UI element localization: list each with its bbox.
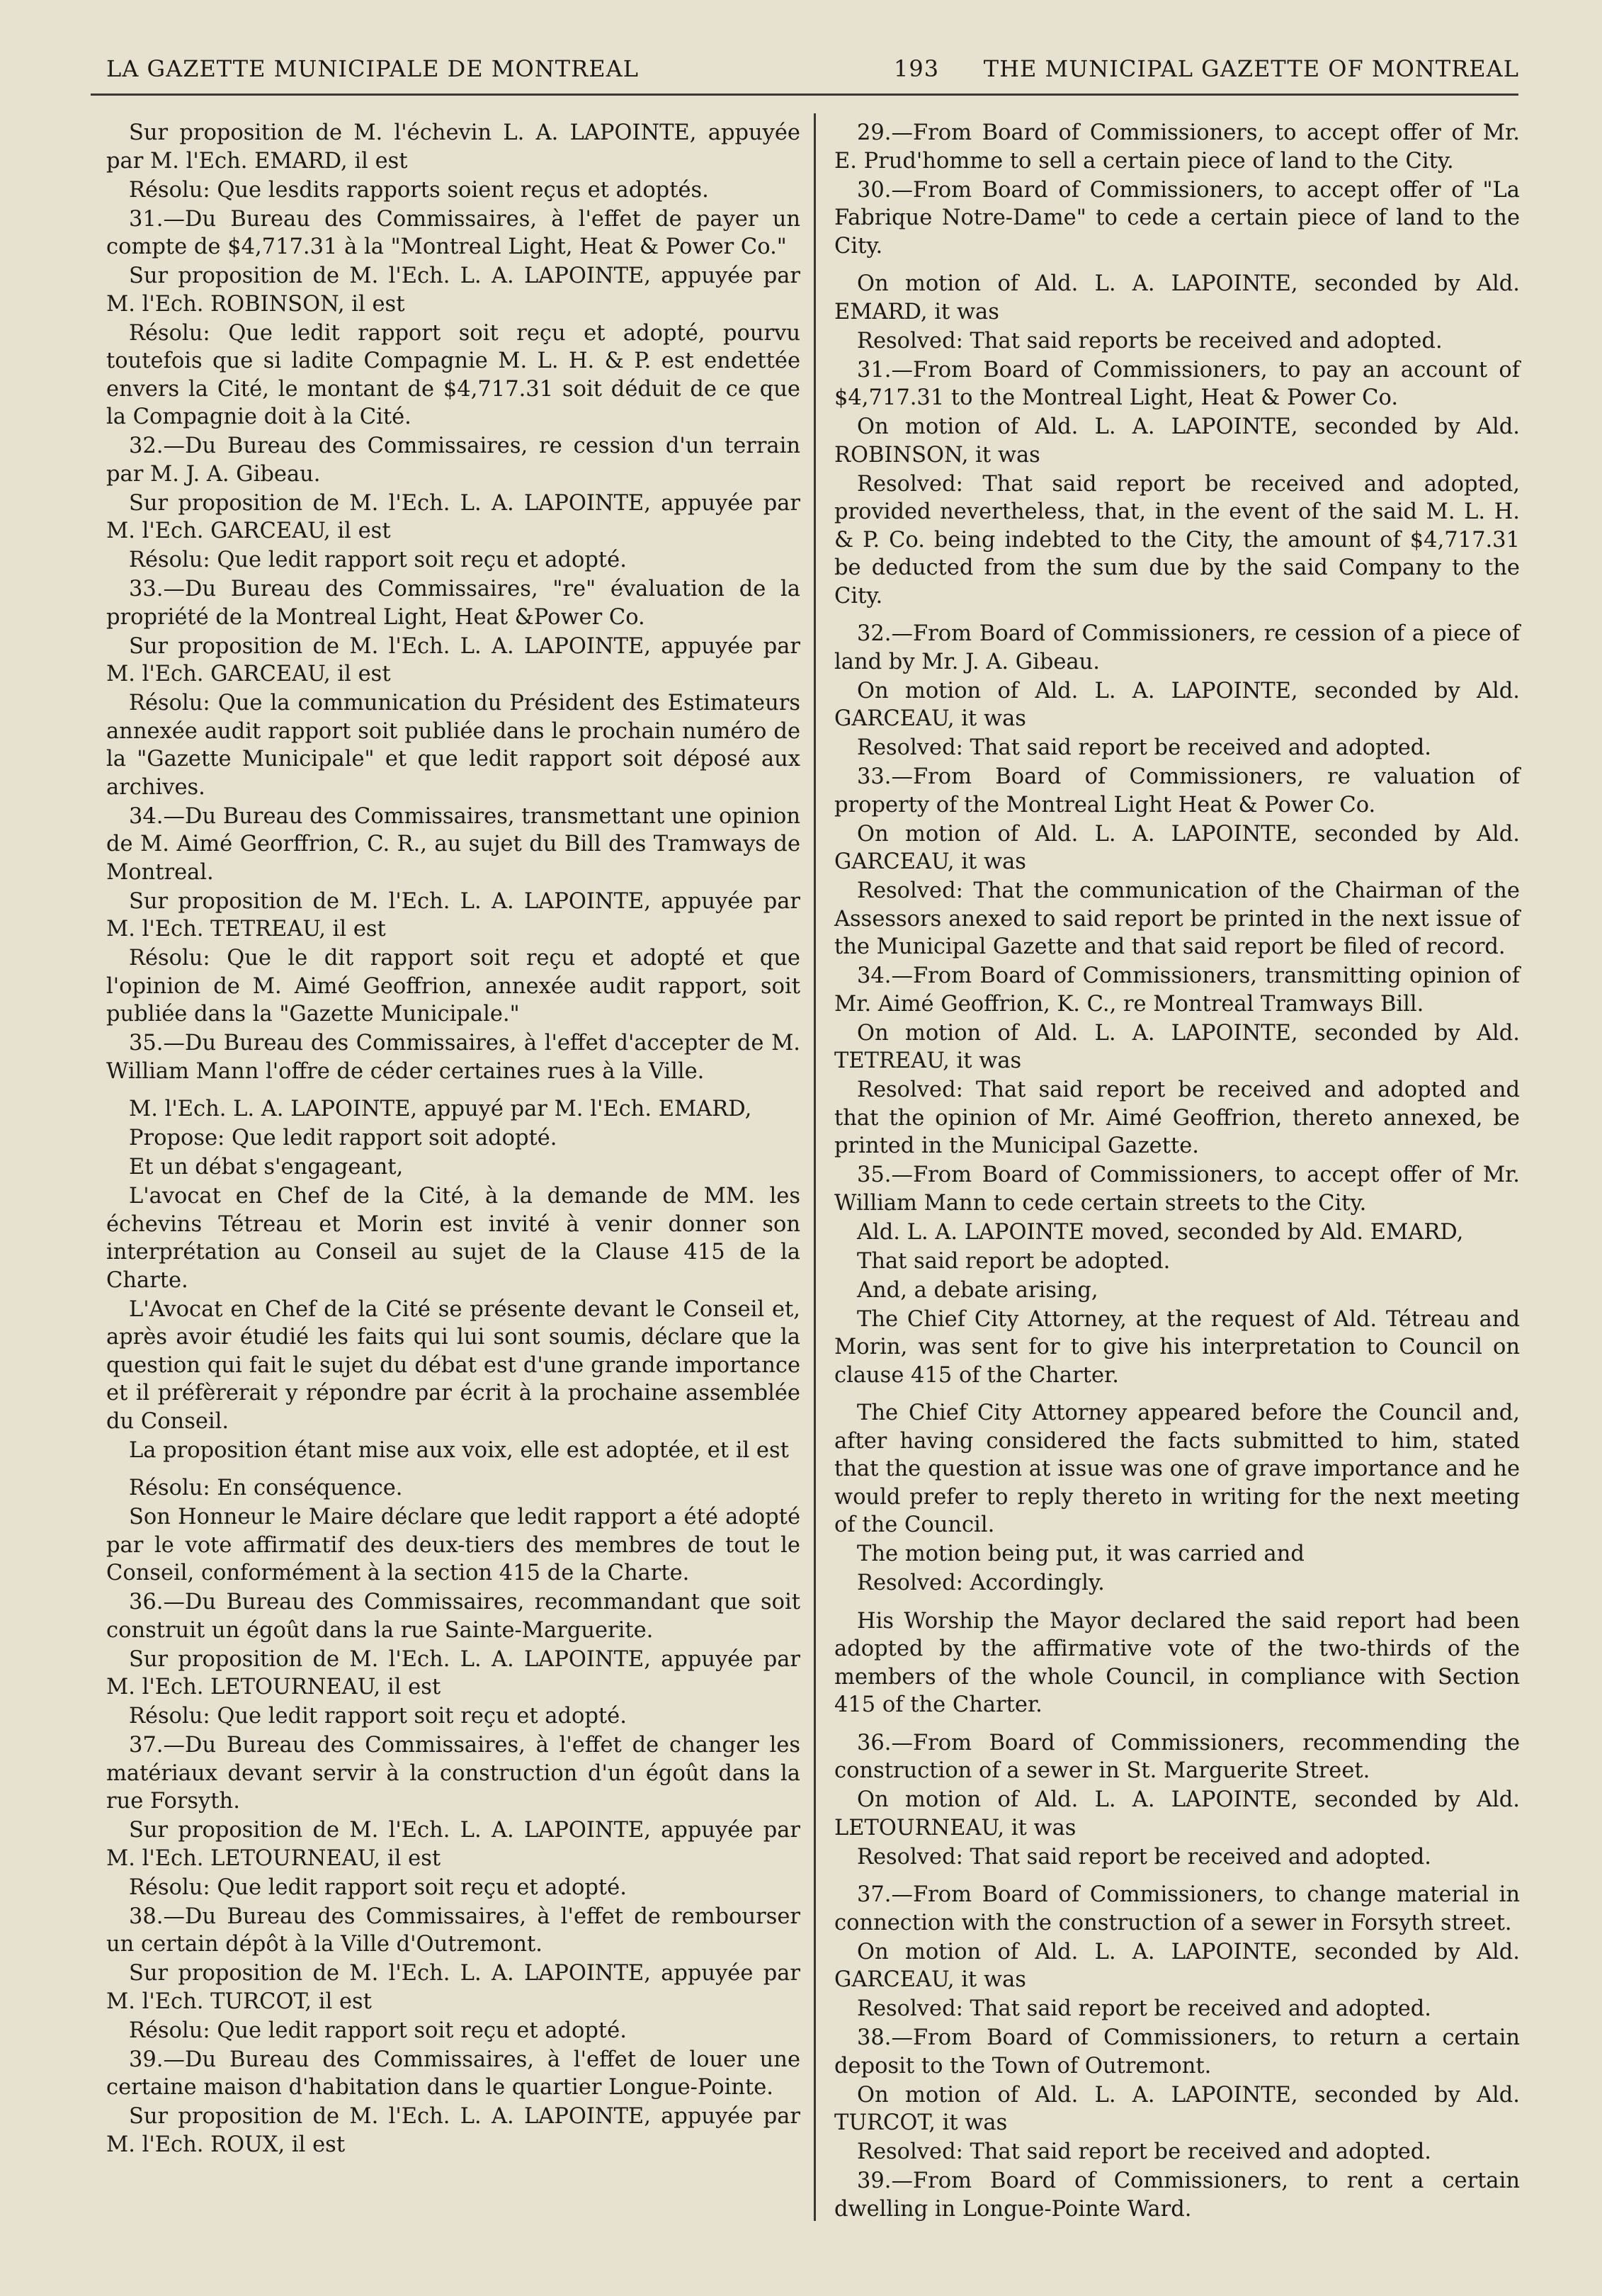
paragraph: Son Honneur le Maire déclare que ledit rapport a été adopté par le vote affirmatif des deux-tiers des membres de tout le Conseil, conformément à la section 415 de la Charte. (106, 1505, 800, 1585)
paragraph: 33.—From Board of Commissioners, re valuation of property of the Montreal Light Heat & Power Co. (834, 764, 1520, 818)
paragraph: Sur proposition de M. l'Ech. L. A. LAPOINTE, appuyée par M. l'Ech. GARCEAU, il est (106, 490, 800, 543)
paragraph: Résolu: Que ledit rapport soit reçu et adopté. (129, 1704, 627, 1729)
paragraph: Resolved: That said report be received and adopted. (857, 1844, 1431, 1870)
paragraph: Resolved: That the communication of the Chairman of the Assessors anexed to said report be printed in the next issue of the Municipal Gazette and that said report be filed of record. (834, 878, 1520, 959)
paragraph: Résolu: Que ledit rapport soit reçu et adopté. (129, 1874, 627, 1900)
paragraph: On motion of Ald. L. A. LAPOINTE, seconded by Ald. GARCEAU, it was (834, 678, 1520, 731)
paragraph: Et un débat s'engageant, (129, 1155, 404, 1180)
paragraph: 35.—Du Bureau des Commissaires, à l'effet d'accepter de M. William Mann l'offre de céder certaines rues à la Ville. (106, 1031, 800, 1084)
paragraph: Resolved: That said report be received and adopted. (857, 2139, 1431, 2164)
paragraph: Resolved: That said reports be received and adopted. (857, 328, 1443, 354)
header-french-title: LA GAZETTE MUNICIPALE DE MONTREAL (106, 55, 639, 82)
paragraph: Sur proposition de M. l'Ech. L. A. LAPOINTE, appuyée par M. l'Ech. TETREAU, il est (106, 888, 800, 941)
paragraph: Propose: Que ledit rapport soit adopté. (129, 1126, 557, 1150)
paragraph: 30.—From Board of Commissioners, to accept offer of "La Fabrique Notre-Dame" to cede a certain piece of land to the City. (834, 177, 1520, 259)
paragraph: 38.—From Board of Commissioners, to return a certain deposit to the Town of Outremont. (834, 2025, 1520, 2079)
paragraph: Résolu: Que ledit rapport soit reçu et adopté, pourvu toutefois que si ladite Compagnie M. L. H. & P. est endettée envers la Cité, le montant de $4,717.31 soit déduit de ce que la Compagnie doit à la Cité. (106, 320, 800, 429)
paragraph: 36.—From Board of Commissioners, recommending the construction of a sewer in St. Marguerite Street. (834, 1730, 1520, 1783)
paragraph: The Chief City Attorney, at the request of Ald. Tétreau and Morin, was sent for to give his interpretation to Council on clause 415 of the Charter. (834, 1306, 1520, 1388)
paragraph: On motion of Ald. L. A. LAPOINTE, seconded by Ald. TETREAU, it was (834, 1020, 1520, 1073)
column-divider (814, 113, 816, 2221)
paragraph: 29.—From Board of Commissioners, to accept offer of Mr. E. Prud'homme to sell a certain piece of land to the City. (834, 120, 1520, 174)
paragraph: 38.—Du Bureau des Commissaires, à l'effet de rembourser un certain dépôt à la Ville d'Outremont. (106, 1904, 800, 1957)
paragraph: 37.—From Board of Commissioners, to change material in connection with the construction of a sewer in Forsyth street. (834, 1882, 1520, 1935)
paragraph: Sur proposition de M. l'Ech. L. A. LAPOINTE, appuyée par M. l'Ech. LETOURNEAU, il est (106, 1646, 800, 1700)
paragraph: 32.—From Board of Commissioners, re cession of a piece of land by Mr. J. A. Gibeau. (834, 621, 1520, 674)
paragraph: Resolved: That said report be received and adopted and that the opinion of Mr. Aimé Geoffrion, thereto annexed, be printed in the Municipal Gazette. (834, 1078, 1520, 1158)
paragraph: Resolved: Accordingly. (857, 1571, 1105, 1595)
paragraph: Résolu: Que ledit rapport soit reçu et adopté. (129, 548, 627, 572)
paragraph: Résolu: Que ledit rapport soit reçu et adopté. (129, 2018, 627, 2043)
paragraph: The motion being put, it was carried and (857, 1542, 1305, 1566)
paragraph: 34.—From Board of Commissioners, transmitting opinion of Mr. Aimé Geoffrion, K. C., re Montreal Tramways Bill. (834, 963, 1520, 1017)
header-english-title: THE MUNICIPAL GAZETTE OF MONTREAL (983, 55, 1519, 82)
paragraph: On motion of Ald. L. A. LAPOINTE, seconded by Ald. ROBINSON, it was (834, 414, 1520, 468)
paragraph: 33.—Du Bureau des Commissaires, "re" évaluation de la propriété de la Montreal Light, Heat &Power Co. (106, 577, 800, 630)
paragraph: 39.—Du Bureau des Commissaires, à l'effet de louer une certaine maison d'habitation dans le quartier Longue-Pointe. (106, 2047, 800, 2100)
paragraph: 34.—Du Bureau des Commissaires, transmettant une opinion de M. Aimé Georffrion, C. R., au sujet du Bill des Tramways de Montreal. (106, 803, 800, 885)
paragraph: M. l'Ech. L. A. LAPOINTE, appuyé par M. l'Ech. EMARD, (129, 1097, 752, 1121)
paragraph: 35.—From Board of Commissioners, to accept offer of Mr. William Mann to cede certain streets to the City. (834, 1163, 1520, 1216)
paragraph: That said report be adopted. (857, 1248, 1171, 1274)
paragraph: On motion of Ald. L. A. LAPOINTE, seconded by Ald. GARCEAU, it was (834, 821, 1520, 874)
page-number: 193 (894, 55, 940, 82)
paragraph: Résolu: En conséquence. (129, 1476, 403, 1500)
paragraph: L'avocat en Chef de la Cité, à la demande de MM. les échevins Tétreau et Morin est invité à venir donner son interprétation au Conseil au sujet de la Clause 415 de la Charte. (106, 1184, 800, 1293)
paragraph: 37.—Du Bureau des Commissaires, à l'effet de changer les matériaux devant servir à la construction d'un égoût dans la rue Forsyth. (106, 1733, 800, 1814)
paragraph: Resolved: That said report be received and adopted. (857, 1996, 1431, 2021)
paragraph: Sur proposition de M. l'Ech. L. A. LAPOINTE, appuyée par M. l'Ech. LETOURNEAU, il est (106, 1818, 800, 1871)
paragraph: Resolved: That said report be received and adopted, provided nevertheless, that, in the event of the said M. L. H. & P. Co. being indebted to the City, the amount of $4,717.31 be deducted from the sum due by the said Company to the City. (834, 471, 1520, 609)
paragraph: Sur proposition de M. l'Ech. L. A. LAPOINTE, appuyée par M. l'Ech. TURCOT, il est (106, 1961, 800, 2014)
paragraph: Ald. L. A. LAPOINTE moved, seconded by Ald. EMARD, (857, 1219, 1464, 1245)
header-rule (91, 94, 1518, 96)
paragraph: And, a debate arising, (857, 1277, 1098, 1303)
paragraph: 32.—Du Bureau des Commissaires, re cession d'un terrain par M. J. A. Gibeau. (106, 434, 800, 487)
paragraph: Résolu: Que lesdits rapports soient reçus et adoptés. (129, 177, 709, 203)
paragraph: Sur proposition de M. l'Ech. L. A. LAPOINTE, appuyée par M. l'Ech. ROBINSON, il est (106, 264, 800, 317)
paragraph: 31.—From Board of Commissioners, to pay an account of $4,717.31 to the Montreal Light, Heat & Power Co. (834, 357, 1520, 410)
paragraph: The Chief City Attorney appeared before the Council and, after having considered the facts submitted to him, stated that the question at issue was one of grave importance and he would prefer to reply thereto in writing for the next meeting of the Council. (834, 1401, 1520, 1537)
paragraph: Resolved: That said report be received and adopted. (857, 735, 1431, 760)
paragraph: On motion of Ald. L. A. LAPOINTE, seconded by Ald. LETOURNEAU, it was (834, 1787, 1520, 1840)
paragraph: Sur proposition de M. l'Ech. L. A. LAPOINTE, appuyée par M. l'Ech. GARCEAU, il est (106, 633, 800, 686)
paragraph: On motion of Ald. L. A. LAPOINTE, seconded by Ald. EMARD, it was (834, 271, 1520, 324)
paragraph: 31.—Du Bureau des Commissaires, à l'effet de payer un compte de $4,717.31 à la "Montreal Light, Heat & Power Co." (106, 206, 800, 259)
paragraph: On motion of Ald. L. A. LAPOINTE, seconded by Ald. TURCOT, it was (834, 2082, 1520, 2135)
paragraph: His Worship the Mayor declared the said report had been adopted by the affirmative vote of the two-thirds of the members of the whole Council, in compliance with Section 415 of the Charter. (834, 1608, 1520, 1717)
paragraph: Sur proposition de M. l'échevin L. A. LAPOINTE, appuyée par M. l'Ech. EMARD, il est (106, 120, 800, 174)
french-column (106, 119, 800, 2160)
paragraph: Résolu: Que le dit rapport soit reçu et adopté et que l'opinion de M. Aimé Geoffrion, annexée audit rapport, soit publiée dans la "Gazette Municipale." (106, 946, 800, 1027)
english-column (834, 119, 1520, 2224)
paragraph: On motion of Ald. L. A. LAPOINTE, seconded by Ald. GARCEAU, it was (834, 1939, 1520, 1992)
paragraph: La proposition étant mise aux voix, elle est adoptée, et il est (129, 1437, 789, 1463)
paragraph: 39.—From Board of Commissioners, to rent a certain dwelling in Longue-Pointe Ward. (834, 2168, 1520, 2222)
paragraph: 36.—Du Bureau des Commissaires, recommandant que soit construit un égoût dans la rue Sainte-Marguerite. (106, 1590, 800, 1643)
paragraph: Sur proposition de M. l'Ech. L. A. LAPOINTE, appuyée par M. l'Ech. ROUX, il est (106, 2104, 800, 2157)
paragraph: L'Avocat en Chef de la Cité se présente devant le Conseil et, après avoir étudié les faits qui lui sont soumis, déclare que la question qui fait le sujet du débat est d'une grande importance et il préfèrerait y répondre par écrit à la prochaine assemblée du Conseil. (106, 1296, 800, 1434)
page-header (106, 55, 1519, 88)
paragraph: Résolu: Que la communication du Président des Estimateurs annexée audit rapport soit publiée dans le prochain numéro de la "Gazette Municipale" et que ledit rapport soit déposé aux archives. (106, 691, 800, 800)
